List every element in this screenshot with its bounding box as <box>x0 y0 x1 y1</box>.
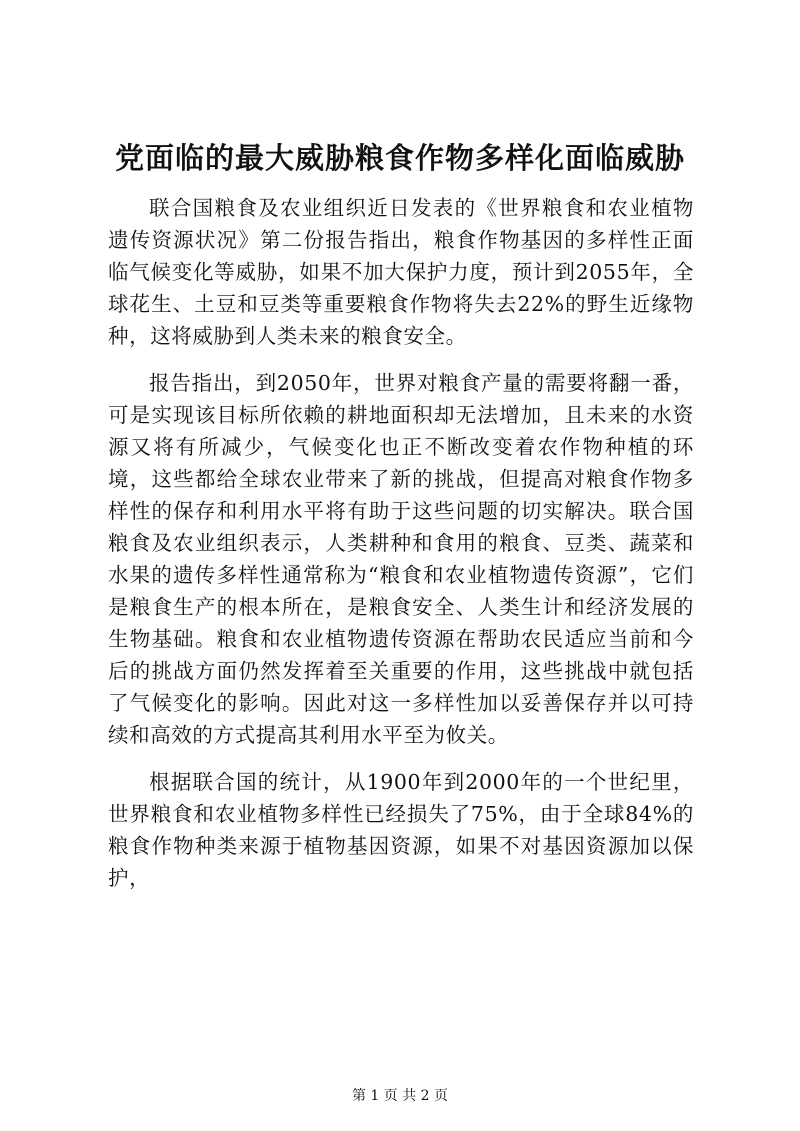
paragraph-1: 联合国粮食及农业组织近日发表的《世界粮食和农业植物遗传资源状况》第二份报告指出，粮食作物基因的多样性正面临气候变化等威胁，如果不加大保护力度，预计到2055年，全球花生、土豆和豆类等重要粮食作物将失去22%的野生近缘物种，这将威胁到人类未来的粮食安全。 <box>108 196 694 348</box>
page-footer: 第 1 页 共 2 页 <box>351 1088 449 1104</box>
document-title: 党面临的最大威胁粮食作物多样化面临威胁 <box>114 141 685 175</box>
paragraph-3: 根据联合国的统计，从1900年到2000年的一个世纪里，世界粮食和农业植物多样性已经损失了75%，由于全球84%的粮食作物种类来源于植物基因资源，如果不对基因资源加以保护， <box>108 770 694 890</box>
paragraph-2: 报告指出，到2050年，世界对粮食产量的需要将翻一番，可是实现该目标所依赖的耕地面积却无法增加，且未来的水资源又将有所减少，气候变化也正不断改变着农作物种植的环境，这些都给全球农业带来了新的挑战，但提高对粮食作物多样性的保存和利用水平将有助于这些问题的切实解决。联合国粮食及农业组织表示，人类耕种和食用的粮食、豆类、蔬菜和水果的遗传多样性通常称为“粮食和农业植物遗传资源”，它们是粮食生产的根本所在，是粮食安全、人类生计和经济发展的生物基础。粮食和农业植物遗传资源在帮助农民适应当前和今后的挑战方面仍然发挥着至关重要的作用，这些挑战中就包括了气候变化的影响。因此对这一多样性加以妥善保存并以可持续和高效的方式提高其利用水平至为攸关。 <box>108 371 694 747</box>
document-body <box>108 192 694 909</box>
